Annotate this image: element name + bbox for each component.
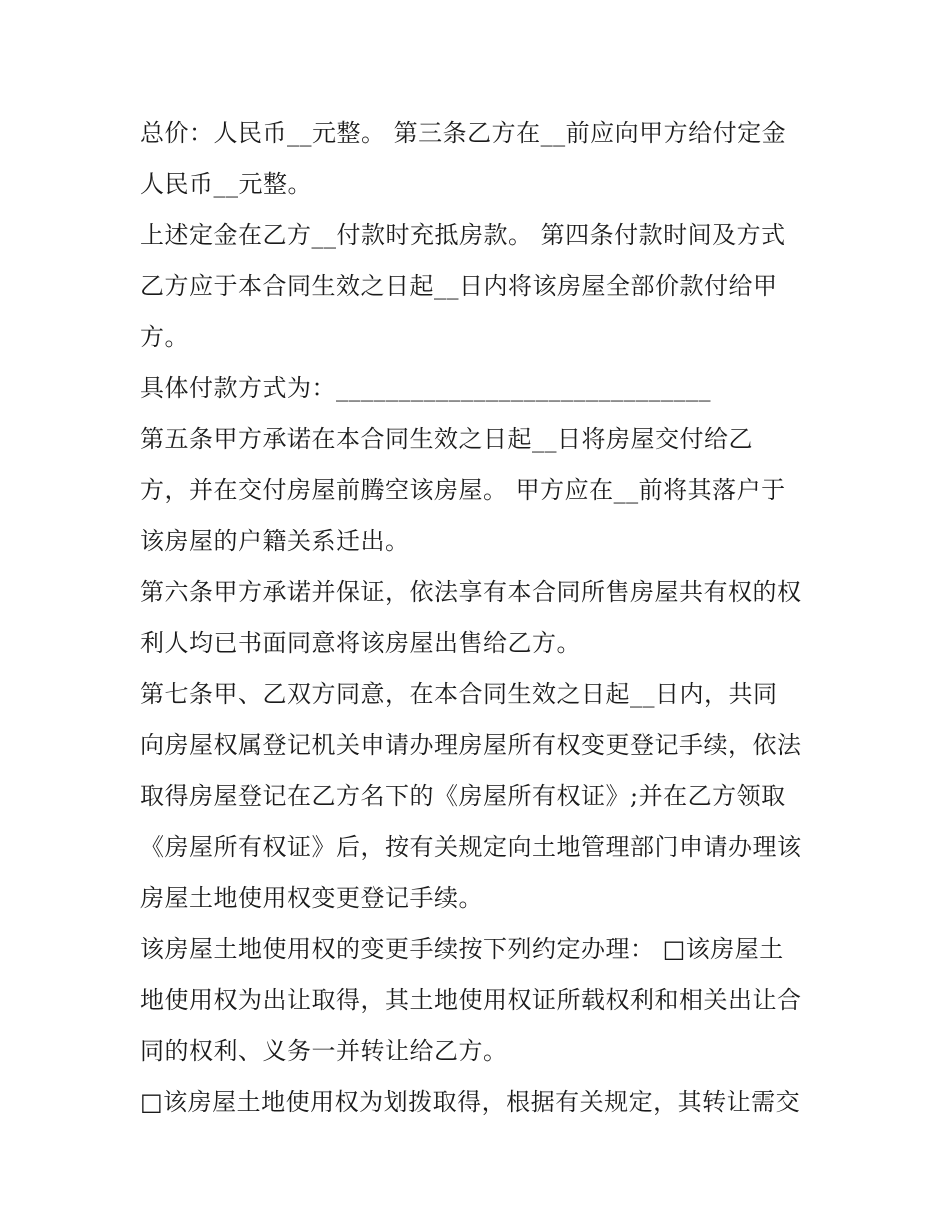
text-line: 人民币__元整。 bbox=[140, 170, 312, 198]
text-line: 利人均已书面同意将该房屋出售给乙方。 bbox=[140, 629, 581, 657]
text-line: 乙方应于本合同生效之日起__日内将该房屋全部价款付给甲 bbox=[140, 272, 778, 300]
text-line: 同的权利、义务一并转让给乙方。 bbox=[140, 1037, 508, 1065]
text-line: □该房屋土地使用权为划拨取得，根据有关规定，其转让需交 bbox=[140, 1088, 801, 1116]
text-line: 第五条甲方承诺在本合同生效之日起__日将房屋交付给乙 bbox=[140, 425, 753, 453]
text-line: 取得房屋登记在乙方名下的《房屋所有权证》;并在乙方领取 bbox=[140, 782, 786, 810]
text-line: 总价：人民币__元整。 第三条乙方在__前应向甲方给付定金 bbox=[140, 119, 787, 147]
text-line: 该房屋的户籍关系迁出。 bbox=[140, 527, 410, 555]
text-line: 方。 bbox=[140, 323, 189, 351]
text-line: 房屋土地使用权变更登记手续。 bbox=[140, 884, 483, 912]
text-line: 地使用权为出让取得，其土地使用权证所载权利和相关出让合 bbox=[140, 986, 802, 1014]
text-line: 方，并在交付房屋前腾空该房屋。 甲方应在__前将其落户于 bbox=[140, 476, 786, 504]
contract-body bbox=[140, 108, 820, 1128]
text-line: 《房屋所有权证》后，按有关规定向土地管理部门申请办理该 bbox=[140, 833, 802, 861]
text-line: 第七条甲、乙双方同意，在本合同生效之日起__日内，共同 bbox=[140, 680, 778, 708]
text-line: 具体付款方式为：______________________________ bbox=[140, 374, 711, 402]
text-line: 上述定金在乙方__付款时充抵房款。 第四条付款时间及方式 bbox=[140, 221, 786, 249]
text-line: 该房屋土地使用权的变更手续按下列约定办理： □该房屋土 bbox=[140, 935, 784, 963]
text-line: 向房屋权属登记机关申请办理房屋所有权变更登记手续，依法 bbox=[140, 731, 802, 759]
text-line: 第六条甲方承诺并保证，依法享有本合同所售房屋共有权的权 bbox=[140, 578, 802, 606]
